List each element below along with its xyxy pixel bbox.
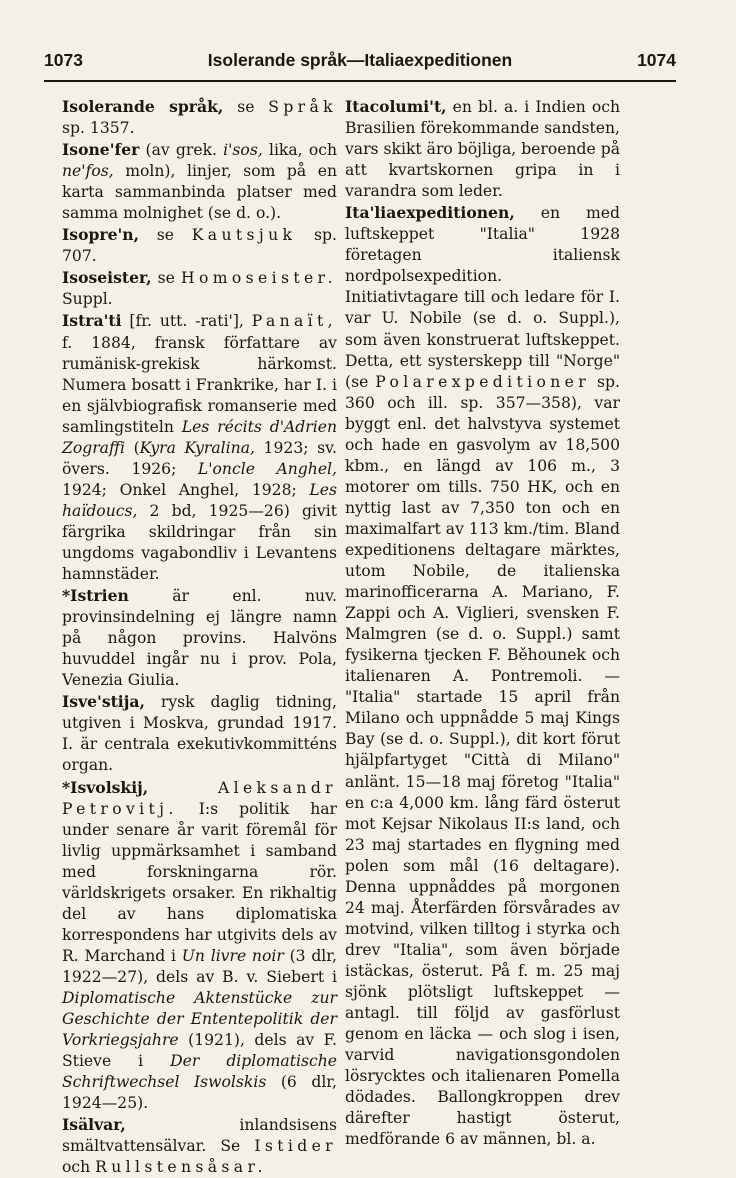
entry-text: sp. 360 och ill. sp. 357—358), var byggt enl. det halvstyva systemet och hade en gasvolym av 18,500 kbm., en längd av 106 m., 3 motorer om tills. 750 HK, och en nyttig last av 7,350 ton och en maximalfart av 113 km./tim. Bland expeditionens deltagare märktes, utom Nobile, de italienska marinofficerarna A. Mariano, F. Zappi och A. Viglieri, svensken F. Malmgren (se d. o. Suppl.) samt fysikerna tjecken F. Běhounek och italienaren A. Pontremoli. — "Italia" startade 15 april från Milano och uppnådde 5 maj Kings Bay (se d. o. Suppl.), dit kort förut hjälpfartyget "Città di Milano" anlänt. 15—18 maj företog "Italia" en c:a 4,000 km. lång färd österut mot Kejsar Nikolaus II:s land, och 23 maj startades en flygning med polen som mål (16 deltagare). Denna uppnåddes på morgonen 24 maj. Återfärden försvårades av motvind, vilken tilltog i styrka och drev "Italia", som även började istäckas, österut. På f. m. 25 maj sjönk plötsligt luftskeppet — antagl. till följd av gasförlust genom en läcka — och slog i isen, varvid navigationsgondolen lösrycktes och italienaren Pomella dödades. Ballongkroppen drev därefter hastigt österut, medförande 6 av männen, bl. a. bbox=[345, 372, 620, 1149]
entry-text: se bbox=[223, 98, 269, 116]
entry-text: se bbox=[151, 269, 181, 288]
headword: Ita'liaexpeditionen, bbox=[345, 203, 515, 223]
page-number-left: 1073 bbox=[44, 50, 83, 70]
entry-text: en bl. a. i Indien och Brasilien förekommande sandsten, vars skikt äro böjliga, beroende på att kvartskornen gripa in i varandra som leder. bbox=[345, 98, 620, 201]
entry-text: (3 dlr, 1922—27), dels av B. v. Siebert i bbox=[62, 946, 337, 986]
left-column bbox=[62, 96, 337, 1178]
italic-title: Kyra Kyralina, bbox=[139, 438, 255, 457]
headword: Itacolumi't, bbox=[345, 97, 447, 116]
entry-text: Suppl. bbox=[62, 290, 113, 309]
headword: Isolerande språk, bbox=[62, 97, 224, 116]
entry-text: 1923; sv. övers. 1926; bbox=[62, 438, 337, 478]
entry-text: en med luftskeppet "Italia" 1928 företagen italiensk nordpolsexpedition. Initiativtagare till och ledare för I. var U. Nobile (se d. o. Suppl.), som även konstruerat luftskeppet. Detta, ett systerskepp till "Norge" (se bbox=[345, 204, 620, 391]
running-title: Isolerande språk—Italiaexpeditionen bbox=[207, 50, 513, 70]
cross-reference: Kautsjuk bbox=[191, 226, 297, 245]
italic-title: Der diplomatische Schriftwechsel Iswolskis bbox=[62, 1052, 337, 1092]
entry bbox=[62, 310, 337, 585]
page-header bbox=[44, 46, 676, 76]
entry-text: ( bbox=[125, 438, 140, 457]
header-rule bbox=[44, 80, 676, 82]
cross-reference: Polarexpeditioner bbox=[375, 372, 591, 391]
page-number-right: 1074 bbox=[637, 50, 676, 70]
entry-text: moln), linjer, som på en karta sammanbinda platser med samma molnighet (se d. o.). bbox=[62, 162, 337, 223]
headword: *Istrien bbox=[62, 586, 129, 606]
italic-title: L'oncle Anghel, bbox=[197, 459, 337, 478]
entry bbox=[345, 96, 620, 202]
entry-text: sp. 707. bbox=[62, 226, 337, 266]
italic-title: i'sos, bbox=[223, 141, 263, 160]
entry-text: är enl. nuv. provinsindelning ej längre namn på någon provins. Halvöns huvuddel ingår nu i prov. Pola, Venezia Giulia. bbox=[62, 587, 337, 690]
headword: Isälvar, bbox=[62, 1115, 126, 1135]
entry-text: lika, och bbox=[262, 141, 337, 160]
entry-text: rysk daglig tidning, utgiven i Moskva, grundad 1917. I. är centrala exekutivkommitténs organ. bbox=[62, 693, 337, 775]
headword: *Isvolskij, bbox=[62, 777, 149, 797]
headword: Isopre'n, bbox=[62, 225, 140, 245]
entry bbox=[62, 139, 337, 224]
headword: Isve'stija, bbox=[62, 692, 145, 712]
entry-text: (1921), dels av F. Stieve i bbox=[62, 1031, 337, 1071]
entry-text: (6 dlr, 1924—25). bbox=[62, 1073, 338, 1113]
cross-reference: Rullstensåsar. bbox=[95, 1158, 267, 1177]
cross-reference: Homoseister. bbox=[181, 269, 337, 288]
italic-title: Diplomatische Aktenstücke zur Geschichte der Ententepolitik der Vorkriegsjahre bbox=[62, 988, 337, 1050]
entry-text: och bbox=[62, 1158, 96, 1177]
headword: Isone'fer bbox=[62, 140, 140, 160]
headword: Istra'ti bbox=[62, 311, 122, 331]
entry bbox=[62, 224, 337, 267]
cross-reference: Aleksandr Petrovitj. bbox=[62, 778, 337, 818]
entry-text: 2 bd, 1925—26) givit färgrika skildringar från sin ungdoms vagabondliv i Levantens hamnstäder. bbox=[62, 501, 337, 584]
right-column bbox=[345, 96, 620, 1150]
entry-text: sp. 1357. bbox=[62, 119, 135, 138]
italic-title: Les récits d'Adrien Zograffi bbox=[62, 417, 337, 457]
entry-text: I:s politik har under senare år varit föremål för livlig uppmärksamhet i samband med forskningarna rör. världskrigets orsaker. En rikhaltig del av hans diplomatiska korrespondens har utgivits dels av R. Marchand i bbox=[62, 799, 337, 965]
cross-reference: Panaït, bbox=[251, 312, 337, 331]
entry bbox=[62, 1114, 337, 1178]
entry bbox=[345, 202, 620, 1150]
italic-title: Les haïdoucs, bbox=[62, 480, 337, 520]
entry-text: [fr. utt. -rati'], bbox=[121, 312, 252, 331]
entry-text: (av grek. bbox=[139, 141, 224, 160]
entry-text: 1924; Onkel Anghel, 1928; bbox=[62, 480, 310, 499]
cross-reference: Språk bbox=[268, 98, 337, 116]
entry bbox=[62, 691, 337, 776]
entry-text bbox=[148, 779, 218, 797]
entry-text: se bbox=[139, 226, 192, 245]
entry bbox=[62, 585, 337, 691]
italic-title: Un livre noir bbox=[181, 946, 284, 965]
entry-text: inlandsisens smältvattensälvar. Se bbox=[62, 1116, 337, 1156]
entry bbox=[62, 96, 337, 139]
italic-title: ne'fos, bbox=[62, 162, 114, 181]
entry bbox=[62, 777, 337, 1115]
headword: Isoseister, bbox=[62, 268, 152, 288]
cross-reference: Istider bbox=[254, 1137, 337, 1156]
entry-text: f. 1884, fransk författare av rumänisk-grekisk härkomst. Numera bosatt i Frankrike, har I. i en självbiografisk romanserie med samlingstiteln bbox=[62, 333, 337, 436]
entry bbox=[62, 267, 337, 310]
